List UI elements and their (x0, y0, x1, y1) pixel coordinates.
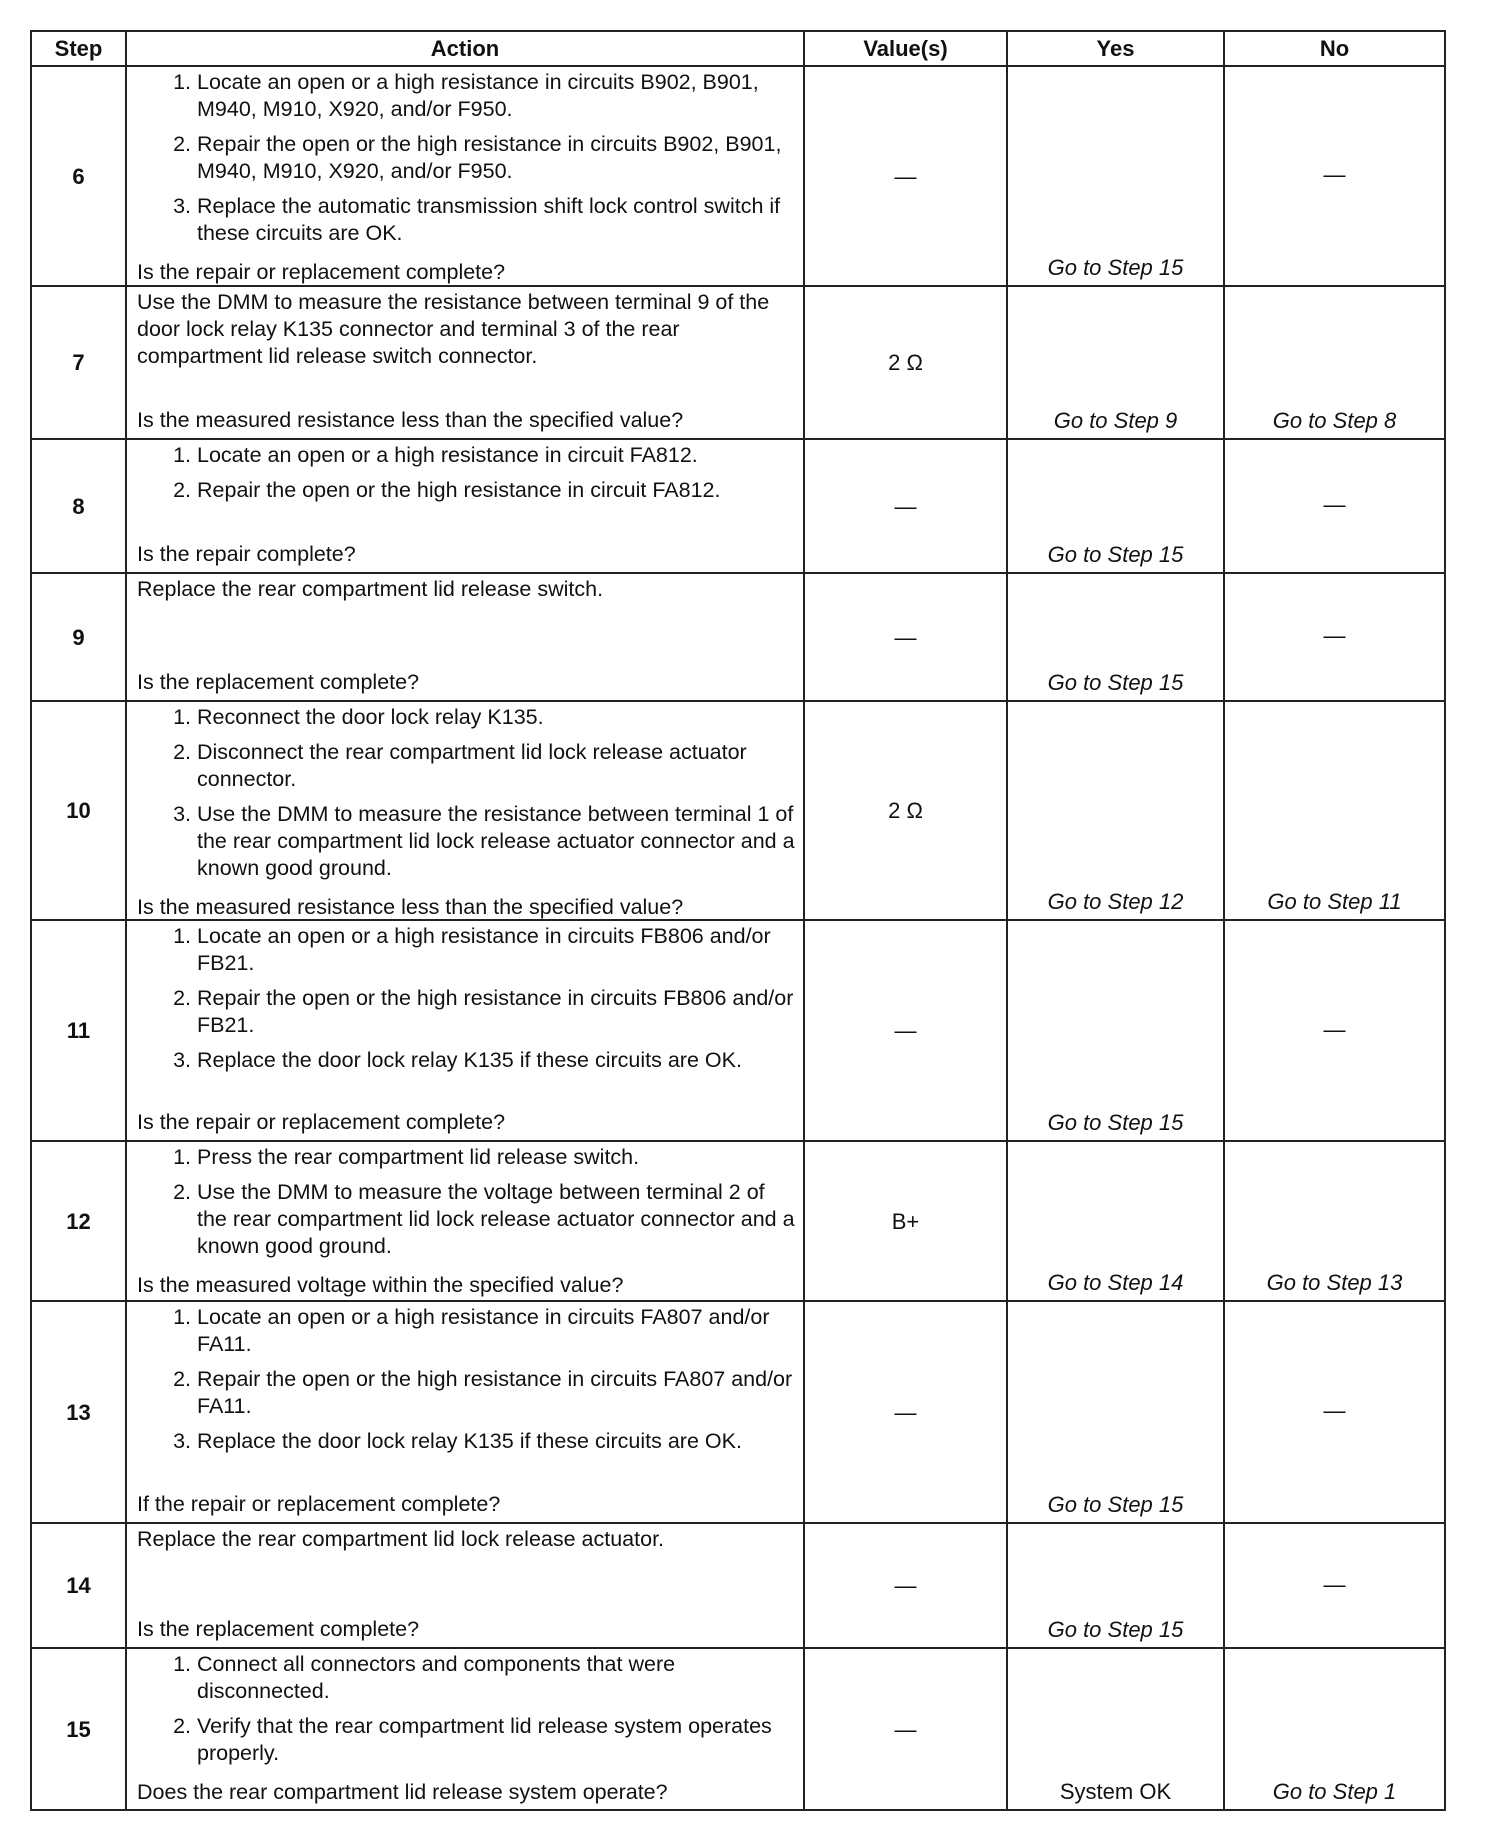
header-no: No (1224, 31, 1445, 66)
step-number: 8 (31, 439, 126, 573)
action-question: If the repair or replacement complete? (137, 1492, 501, 1516)
action-cell (126, 1141, 804, 1301)
action-question: Is the repair complete? (137, 542, 356, 566)
no-outcome: — (1224, 1523, 1445, 1648)
action-question: Is the measured voltage within the specified value? (137, 1273, 624, 1297)
action-content (137, 1651, 795, 1805)
no-outcome: — (1224, 66, 1445, 286)
action-content (137, 704, 795, 919)
value-cell: B+ (804, 1141, 1007, 1301)
action-step-item: 2. Use the DMM to measure the voltage between terminal 2 of the rear compartment lid lock release actuator connector and a known good ground. (197, 1179, 795, 1260)
action-content (137, 1144, 795, 1296)
action-step-item: 2. Repair the open or the high resistance in circuits FB806 and/or FB21. (197, 985, 795, 1039)
action-instruction: Replace the rear compartment lid release switch. (137, 577, 604, 601)
step-number: 15 (31, 1648, 126, 1810)
action-question: Is the repair or replacement complete? (137, 260, 506, 284)
yes-outcome: Go to Step 15 (1007, 920, 1224, 1141)
action-step-item: 1. Locate an open or a high resistance in circuits FA807 and/or FA11. (197, 1304, 795, 1358)
action-steps-list (137, 442, 795, 512)
action-step-item: 2. Repair the open or the high resistance in circuits FA807 and/or FA11. (197, 1366, 795, 1420)
value-cell: — (804, 1301, 1007, 1523)
action-steps-list (137, 923, 795, 1082)
table-row (31, 1523, 1445, 1648)
yes-outcome: System OK (1007, 1648, 1224, 1810)
action-step-item: 1. Reconnect the door lock relay K135. (197, 704, 795, 731)
action-cell (126, 573, 804, 701)
value-cell: — (804, 573, 1007, 701)
value-cell: — (804, 1648, 1007, 1810)
value-cell: — (804, 920, 1007, 1141)
yes-outcome: Go to Step 15 (1007, 573, 1224, 701)
action-step-item: 2. Repair the open or the high resistance in circuits B902, B901, M940, M910, X920, and/or F950. (197, 131, 795, 185)
no-outcome: — (1224, 573, 1445, 701)
no-outcome: Go to Step 1 (1224, 1648, 1445, 1810)
header-step: Step (31, 31, 126, 66)
no-outcome: — (1224, 439, 1445, 573)
header-yes: Yes (1007, 31, 1224, 66)
no-outcome: — (1224, 920, 1445, 1141)
table-row (31, 286, 1445, 439)
action-cell (126, 701, 804, 920)
action-steps-list (137, 1144, 795, 1268)
action-steps-list (137, 1651, 795, 1775)
no-outcome: Go to Step 11 (1224, 701, 1445, 920)
yes-outcome: Go to Step 15 (1007, 439, 1224, 573)
diagnostic-table-sheet (30, 30, 1444, 1811)
table-body (31, 66, 1445, 1810)
header-action: Action (126, 31, 804, 66)
action-content (137, 576, 795, 696)
action-content (137, 1304, 795, 1518)
action-content (137, 289, 795, 434)
yes-outcome: Go to Step 12 (1007, 701, 1224, 920)
action-cell (126, 1301, 804, 1523)
action-question: Is the measured resistance less than the specified value? (137, 895, 684, 919)
yes-outcome: Go to Step 15 (1007, 1301, 1224, 1523)
action-question: Is the measured resistance less than the specified value? (137, 408, 684, 432)
table-row (31, 920, 1445, 1141)
action-step-item: 2. Disconnect the rear compartment lid lock release actuator connector. (197, 739, 795, 793)
value-cell: — (804, 439, 1007, 573)
step-number: 10 (31, 701, 126, 920)
action-step-item: 2. Repair the open or the high resistance in circuit FA812. (197, 477, 795, 504)
step-number: 9 (31, 573, 126, 701)
value-cell: — (804, 1523, 1007, 1648)
step-number: 14 (31, 1523, 126, 1648)
action-instruction: Replace the rear compartment lid lock release actuator. (137, 1527, 665, 1551)
action-steps-list (137, 69, 795, 255)
action-cell (126, 1648, 804, 1810)
action-question: Does the rear compartment lid release system operate? (137, 1780, 668, 1804)
value-cell: 2 Ω (804, 701, 1007, 920)
action-steps-list (137, 704, 795, 890)
action-cell (126, 66, 804, 286)
action-step-item: 2. Verify that the rear compartment lid release system operates properly. (197, 1713, 795, 1767)
value-cell: 2 Ω (804, 286, 1007, 439)
step-number: 11 (31, 920, 126, 1141)
no-outcome: Go to Step 8 (1224, 286, 1445, 439)
step-number: 7 (31, 286, 126, 439)
table-row (31, 66, 1445, 286)
table-row (31, 1141, 1445, 1301)
action-step-item: 3. Use the DMM to measure the resistance between terminal 1 of the rear compartment lid lock release actuator connector and a known good ground. (197, 801, 795, 882)
table-row (31, 439, 1445, 573)
action-cell (126, 920, 804, 1141)
action-step-item: 1. Connect all connectors and components that were disconnected. (197, 1651, 795, 1705)
table-row (31, 1648, 1445, 1810)
action-cell (126, 286, 804, 439)
action-cell (126, 1523, 804, 1648)
table-row (31, 573, 1445, 701)
action-question: Is the repair or replacement complete? (137, 1110, 506, 1134)
action-step-item: 1. Locate an open or a high resistance in circuit FA812. (197, 442, 795, 469)
yes-outcome: Go to Step 9 (1007, 286, 1224, 439)
action-step-item: 3. Replace the door lock relay K135 if these circuits are OK. (197, 1428, 795, 1455)
action-content (137, 923, 795, 1136)
action-cell (126, 439, 804, 573)
yes-outcome: Go to Step 15 (1007, 66, 1224, 286)
action-step-item: 1. Locate an open or a high resistance in circuits FB806 and/or FB21. (197, 923, 795, 977)
no-outcome: Go to Step 13 (1224, 1141, 1445, 1301)
action-content (137, 69, 795, 284)
action-steps-list (137, 1304, 795, 1463)
yes-outcome: Go to Step 14 (1007, 1141, 1224, 1301)
table-row (31, 701, 1445, 920)
action-instruction: Use the DMM to measure the resistance between terminal 9 of the door lock relay K135 connector and terminal 3 of the rear compartment lid release switch connector. (137, 290, 770, 368)
step-number: 6 (31, 66, 126, 286)
action-step-item: 1. Press the rear compartment lid release switch. (197, 1144, 795, 1171)
action-question: Is the replacement complete? (137, 670, 420, 694)
table-header-row (31, 31, 1445, 66)
action-step-item: 3. Replace the door lock relay K135 if these circuits are OK. (197, 1047, 795, 1074)
step-number: 12 (31, 1141, 126, 1301)
action-question: Is the replacement complete? (137, 1617, 420, 1641)
table-row (31, 1301, 1445, 1523)
step-number: 13 (31, 1301, 126, 1523)
diagnostic-table (30, 30, 1446, 1811)
action-content (137, 1526, 795, 1643)
yes-outcome: Go to Step 15 (1007, 1523, 1224, 1648)
action-content (137, 442, 795, 568)
action-step-item: 3. Replace the automatic transmission shift lock control switch if these circuits are OK. (197, 193, 795, 247)
value-cell: — (804, 66, 1007, 286)
action-step-item: 1. Locate an open or a high resistance in circuits B902, B901, M940, M910, X920, and/or F950. (197, 69, 795, 123)
header-values: Value(s) (804, 31, 1007, 66)
no-outcome: — (1224, 1301, 1445, 1523)
